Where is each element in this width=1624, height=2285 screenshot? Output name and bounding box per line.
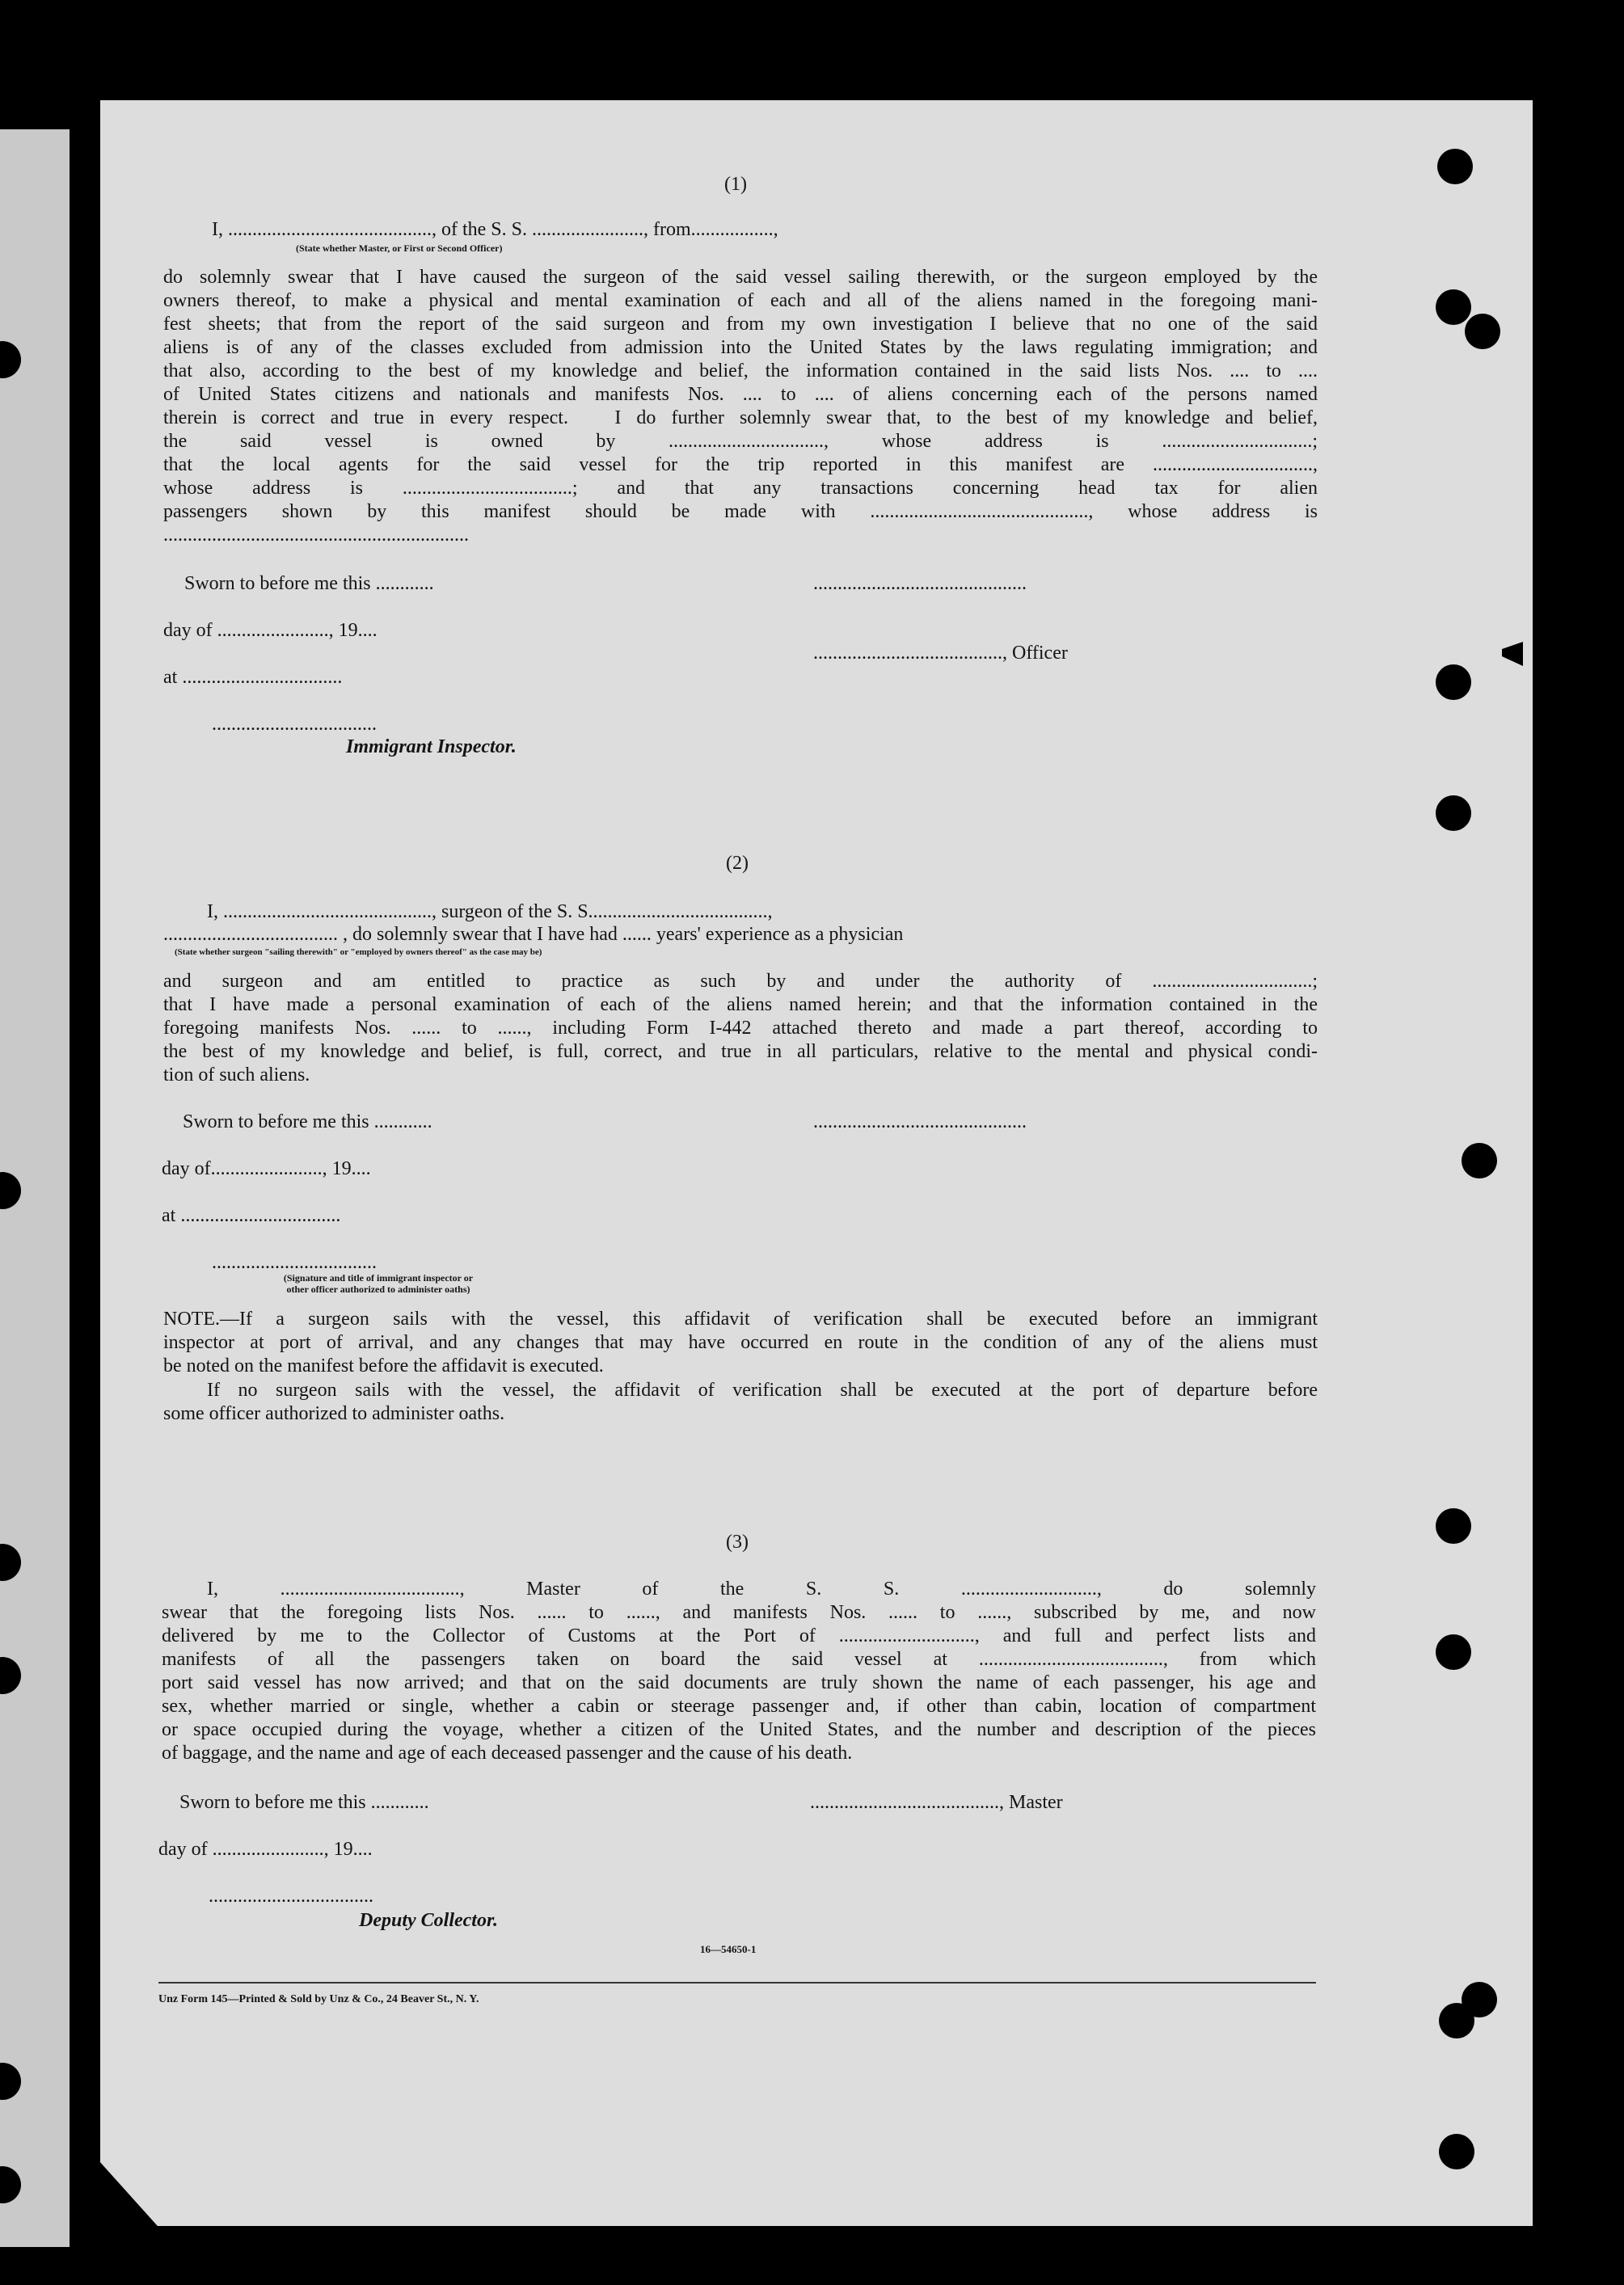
punch-hole bbox=[1437, 149, 1473, 184]
oath-line: the said vessel is owned by ................................, whose address is ...............................; bbox=[163, 431, 1318, 452]
section-2-surgeon-note: (State whether surgeon "sailing therewith" or "employed by owners thereof" as the case may be) bbox=[175, 947, 542, 957]
section-1-oath-line: I, .........................................., of the S. S. ......................., from................., bbox=[212, 219, 778, 240]
oath-line: of baggage, and the name and age of each deceased passenger and the cause of his death. bbox=[162, 1743, 853, 1764]
section-2-note-paragraph bbox=[163, 1308, 1318, 1378]
punch-hole bbox=[0, 1544, 21, 1581]
section-2-oath-body bbox=[163, 970, 1318, 1087]
punch-hole bbox=[1436, 1634, 1471, 1670]
oath-line: delivered by me to the Collector of Customs at the Port of ............................, and full and perfect lists and bbox=[162, 1625, 1316, 1646]
oath-line: that also, according to the best of my knowledge and belief, the information contained in the said lists Nos. .... to .... bbox=[163, 360, 1318, 382]
oath-line: of United States citizens and nationals and manifests Nos. .... to .... of aliens concerning each of the persons named bbox=[163, 384, 1318, 405]
section-3-number: (3) bbox=[726, 1532, 749, 1553]
oath-line: whose address is ...................................; and that any transactions concerning head tax for alien bbox=[163, 478, 1318, 499]
section-1-at-line: at ................................. bbox=[163, 667, 343, 688]
section-1-officer-line: ......................................., Officer bbox=[813, 643, 1068, 664]
note-line: inspector at port of arrival, and any changes that may have occurred en route in the condition of any of the aliens must bbox=[163, 1332, 1318, 1353]
section-1-officer-note: (State whether Master, or First or Second Officer) bbox=[296, 242, 503, 254]
punch-hole bbox=[0, 1172, 21, 1209]
oath-line: port said vessel has now arrived; and that on the said documents are truly shown the name of each passenger, his age and bbox=[162, 1672, 1316, 1693]
section-2-note-paragraph-2 bbox=[163, 1379, 1318, 1426]
oath-line: ............................................................... bbox=[163, 525, 469, 546]
punch-hole bbox=[0, 2166, 21, 2203]
section-1-inspector-label: Immigrant Inspector. bbox=[346, 736, 517, 757]
oath-line: or space occupied during the voyage, whether a citizen of the United States, and the number and description of the pieces bbox=[162, 1719, 1316, 1740]
punch-hole bbox=[1439, 2134, 1474, 2169]
oath-line: that the local agents for the said vessel for the trip reported in this manifest are ................................., bbox=[163, 454, 1318, 475]
section-2-officer-signature: .................................. bbox=[212, 1252, 377, 1273]
oath-line: and surgeon and am entitled to practice as such by and under the authority of .................................; bbox=[163, 971, 1318, 992]
section-2-oath-line: I, ..........................................., surgeon of the S. S....................................., bbox=[207, 901, 773, 922]
section-2-number: (2) bbox=[726, 853, 749, 874]
punch-hole bbox=[1436, 795, 1471, 831]
section-1-number: (1) bbox=[724, 174, 747, 195]
form-code: 16—54650-1 bbox=[700, 1943, 757, 1955]
footer-rule bbox=[158, 1982, 1316, 1984]
punch-hole bbox=[1436, 664, 1471, 700]
punch-hole bbox=[0, 2063, 21, 2100]
oath-line: do solemnly swear that I have caused the surgeon of the said vessel sailing therewith, or the surgeon employed by the bbox=[163, 267, 1318, 288]
oath-line: swear that the foregoing lists Nos. ...... to ......, and manifests Nos. ...... to ......, subscribed by me, and now bbox=[162, 1602, 1316, 1623]
note-line: NOTE.—If a surgeon sails with the vessel, this affidavit of verification shall be executed before an immigrant bbox=[163, 1309, 1318, 1330]
note-line: some officer authorized to administer oaths. bbox=[163, 1403, 505, 1424]
oath-line: passengers shown by this manifest should be made with ............................................., whose address is bbox=[163, 501, 1318, 522]
punch-hole bbox=[0, 341, 21, 378]
section-3-oath-body bbox=[162, 1578, 1316, 1765]
section-3-day-line: day of ......................., 19.... bbox=[158, 1839, 373, 1860]
section-3-sworn-label: Sworn to before me this ............ bbox=[179, 1792, 429, 1813]
oath-line: sex, whether married or single, whether a cabin or steerage passenger and, if other than cabin, location of compartment bbox=[162, 1696, 1316, 1717]
adjacent-page-edge bbox=[0, 129, 70, 2247]
section-3-master-line: ......................................., Master bbox=[810, 1792, 1063, 1813]
section-3-collector-signature: .................................. bbox=[209, 1886, 373, 1907]
section-2-day-line: day of......................., 19.... bbox=[162, 1158, 371, 1179]
section-1-oath-body bbox=[163, 266, 1318, 547]
oath-line: tion of such aliens. bbox=[163, 1065, 310, 1086]
note-line: If no surgeon sails with the vessel, the affidavit of verification shall be executed at the port of departure before bbox=[207, 1380, 1318, 1401]
oath-line: manifests of all the passengers taken on board the said vessel at ......................................, from which bbox=[162, 1649, 1316, 1670]
section-1-sworn-label: Sworn to before me this ............ bbox=[184, 573, 434, 594]
section-2-at-line: at ................................. bbox=[162, 1205, 341, 1226]
punch-hole bbox=[1439, 2003, 1474, 2038]
section-1-signature-line: ............................................ bbox=[813, 573, 1027, 594]
punch-hole bbox=[1462, 1143, 1497, 1178]
punch-hole bbox=[0, 1657, 21, 1694]
punch-hole bbox=[1436, 289, 1471, 325]
punch-hole bbox=[1436, 1508, 1471, 1544]
oath-line: fest sheets; that from the report of the said surgeon and from my own investigation I believe that no one of the said bbox=[163, 314, 1318, 335]
oath-line: therein is correct and true in every respect. I do further solemnly swear that, to the best of my knowledge and belief, bbox=[163, 407, 1318, 428]
section-2-experience-line: .................................... , do solemnly swear that I have had ...... years' experience as a physician bbox=[163, 924, 904, 945]
section-2-sworn-label: Sworn to before me this ............ bbox=[183, 1111, 432, 1132]
section-1-inspector-signature: .................................. bbox=[212, 714, 377, 735]
section-2-signature-line: ............................................ bbox=[813, 1111, 1027, 1132]
oath-line: aliens is of any of the classes excluded from admission into the United States by the laws regulating immigration; and bbox=[163, 337, 1318, 358]
note-line: be noted on the manifest before the affidavit is executed. bbox=[163, 1355, 604, 1376]
section-1-day-line: day of ......................., 19.... bbox=[163, 620, 378, 641]
oath-line: foregoing manifests Nos. ...... to ......, including Form I-442 attached thereto and made a part thereof, according to bbox=[163, 1018, 1318, 1039]
punch-hole bbox=[1465, 314, 1500, 349]
section-2-signature-note: (Signature and title of immigrant inspector or other officer authorized to administer oaths) bbox=[283, 1272, 474, 1295]
section-3-collector-label: Deputy Collector. bbox=[359, 1910, 498, 1931]
oath-line: owners thereof, to make a physical and mental examination of each and all of the aliens named in the foregoing mani- bbox=[163, 290, 1318, 311]
oath-line: the best of my knowledge and belief, is full, correct, and true in all particulars, relative to the mental and physical condi- bbox=[163, 1041, 1318, 1062]
printer-imprint: Unz Form 145—Printed & Sold by Unz & Co., 24 Beaver St., N. Y. bbox=[158, 1993, 479, 2005]
oath-line: I, ....................................., Master of the S. S. ............................, do solemnly bbox=[207, 1579, 1316, 1600]
oath-line: that I have made a personal examination of each of the aliens named herein; and that the information contained in the bbox=[163, 994, 1318, 1015]
